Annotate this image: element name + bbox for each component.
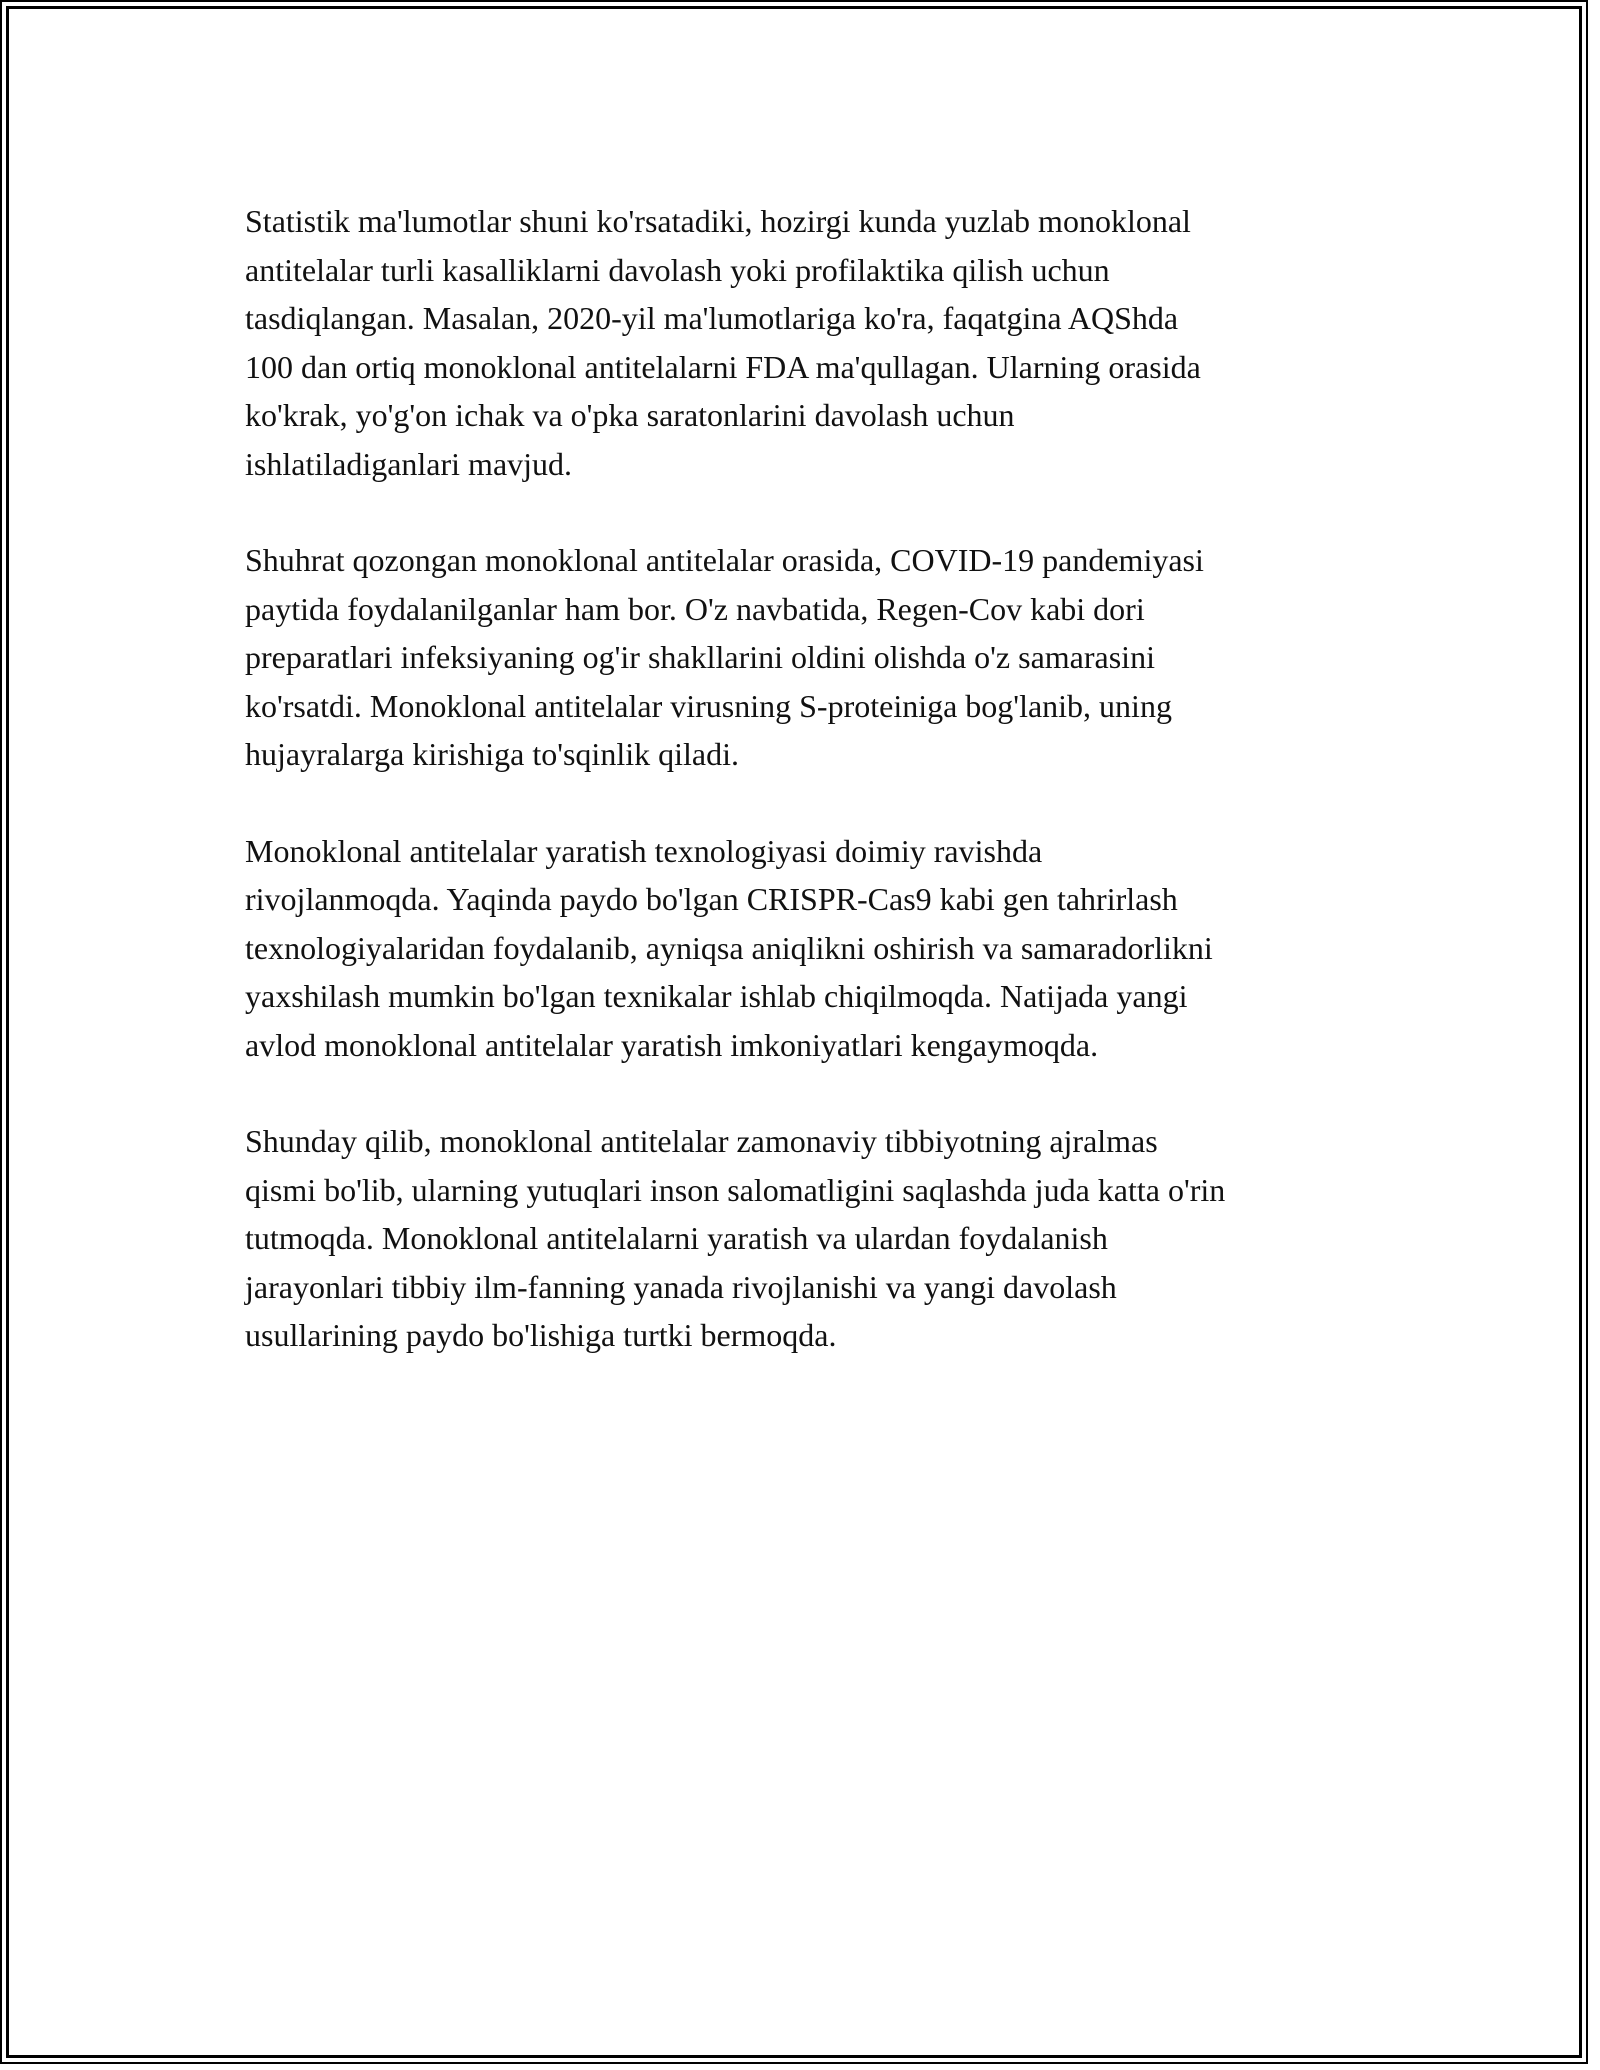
page-frame [6,6,1582,2058]
text-line: rivojlanmoqda. Yaqinda paydo bo'lgan CRISPR-Cas9 kabi gen tahrirlash [245,881,1178,917]
text-line: usullarining paydo bo'lishiga turtki bermoqda. [245,1317,837,1353]
text-line: tutmoqda. Monoklonal antitelalarni yaratish va ulardan foydalanish [245,1220,1108,1256]
document-body [245,197,1385,1408]
text-line: tasdiqlangan. Masalan, 2020-yil ma'lumotlariga ko'ra, faqatgina AQShda [245,300,1179,336]
text-line: avlod monoklonal antitelalar yaratish imkoniyatlari kengaymoqda. [245,1026,1099,1063]
text-line: yaxshilash mumkin bo'lgan texnikalar ishlab chiqilmoqda. Natijada yangi [245,978,1188,1014]
text-line: ishlatiladiganlari mavjud. [245,445,573,482]
text-line: jarayonlari tibbiy ilm-fanning yanada rivojlanishi va yangi davolash [245,1268,1117,1305]
paragraph-technology [245,827,1385,1070]
text-line: qismi bo'lib, ularning yutuqlari inson salomatligini saqlashda juda katta o'rin [245,1171,1226,1208]
text-line: Statistik ma'lumotlar shuni ko'rsatadiki, hozirgi kunda yuzlab monoklonal [245,203,1191,239]
text-line: hujayralarga kirishiga to'sqinlik qiladi. [245,736,739,772]
text-line: ko'krak, yo'g'on ichak va o'pka saratonlarini davolash uchun [245,397,1015,433]
text-line: Shunday qilib, monoklonal antitelalar zamonaviy tibbiyotning ajralmas [245,1123,1158,1159]
text-line: ko'rsatdi. Monoklonal antitelalar virusning S-proteiniga bog'lanib, uning [245,687,1172,724]
text-line: preparatlari infeksiyaning og'ir shakllarini oldini olishda o'z samarasini [245,639,1155,675]
paragraph-statistics [245,197,1385,488]
paragraph-conclusion [245,1117,1385,1360]
paragraph-covid [245,536,1385,779]
text-line: Shuhrat qozongan monoklonal antitelalar orasida, COVID-19 pandemiyasi [245,542,1204,578]
text-line: texnologiyalaridan foydalanib, ayniqsa aniqlikni oshirish va samaradorlikni [245,929,1213,966]
text-line: Monoklonal antitelalar yaratish texnologiyasi doimiy ravishda [245,832,1043,869]
text-line: paytida foydalanilganlar ham bor. O'z navbatida, Regen-Cov kabi dori [245,590,1145,627]
text-line: antitelalar turli kasalliklarni davolash yoki profilaktika qilish uchun [245,251,1110,288]
text-line: 100 dan ortiq monoklonal antitelalarni FDA ma'qullagan. Ularning orasida [245,348,1201,385]
